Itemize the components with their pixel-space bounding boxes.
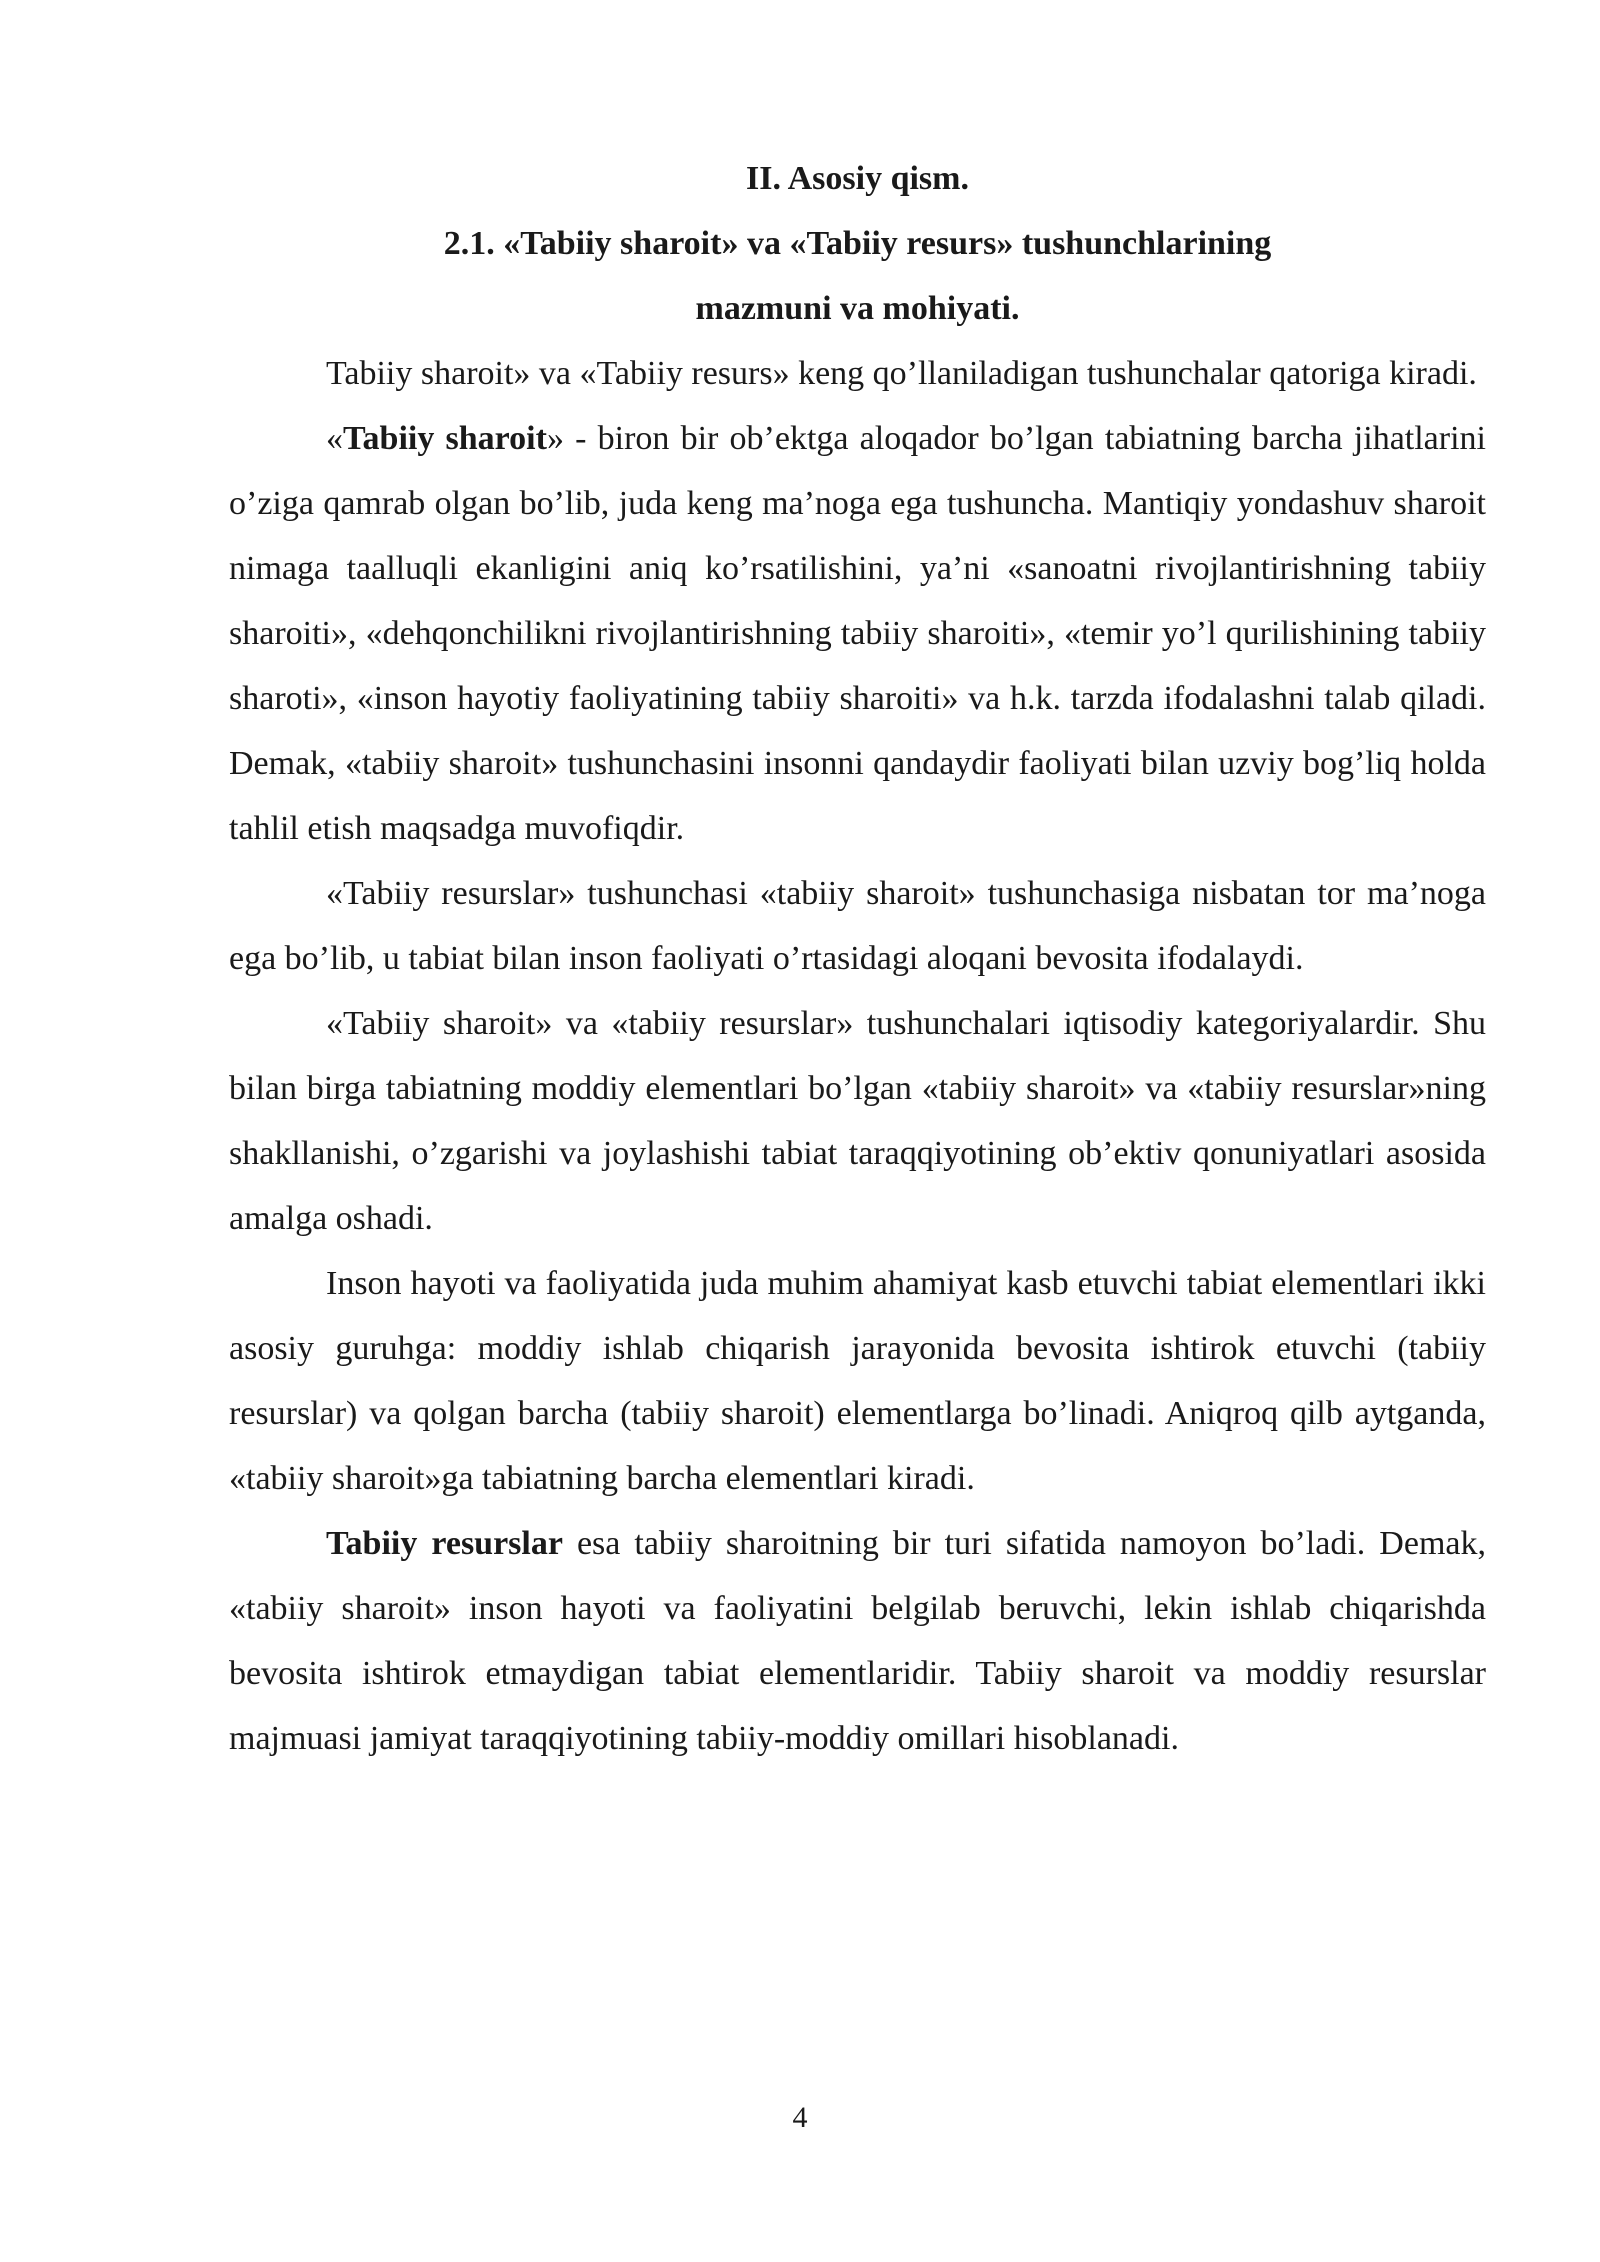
paragraph-3: «Tabiiy resurslar» tushunchasi «tabiiy sharoit» tushunchasiga nisbatan tor ma’noga ega bo’lib, u tabiat bilan inson faoliyati o’rtasidagi aloqani bevosita ifodalaydi. (229, 875, 1486, 977)
paragraph-2-lead: « (326, 420, 343, 457)
subsection-title-line-2: mazmuni va mohiyati. (695, 290, 1020, 327)
paragraph-5: Inson hayoti va faoliyatida juda muhim ahamiyat kasb etuvchi tabiat elementlari ikki asosiy guruhga: moddiy ishlab chiqarish jarayonida bevosita ishtirok etuvchi (tabiiy resurslar) va qolgan barcha (tabiiy sharoit) elementlarga bo’linadi. Aniqroq qilb aytganda, «tabiiy sharoit»ga tabiatning barcha elementlari kiradi. (229, 1265, 1486, 1497)
page-number: 4 (792, 2101, 808, 2134)
paragraph-6 (229, 1511, 1486, 1771)
paragraph-4: «Tabiiy sharoit» va «tabiiy resurslar» tushunchalari iqtisodiy kategoriyalardir. Shu bilan birga tabiatning moddiy elementlari bo’lgan «tabiiy sharoit» va «tabiiy resurslar»ning shakllanishi, o’zgarishi va joylashishi tabiat taraqqiyotining ob’ektiv qonuniyatlari asosida amalga oshadi. (229, 1005, 1486, 1237)
paragraph-6-body: esa tabiiy sharoitning bir turi sifatida namoyon bo’ladi. Demak, «tabiiy sharoit» inson hayoti va faoliyatini belgilab beruvchi, lekin ishlab chiqarishda bevosita ishtirok etmaydigan tabiat elementlaridir. Tabiiy sharoit va moddiy resurslar majmuasi jamiyat taraqqiyotining tabiiy-moddiy omillari hisoblanadi. (229, 1525, 1486, 1757)
paragraph-2 (229, 406, 1486, 861)
paragraph-2-bold-term: Tabiiy sharoit (343, 420, 547, 457)
paragraph-1: Tabiiy sharoit» va «Tabiiy resurs» keng qo’llaniladigan tushunchalar qatoriga kiradi. (326, 355, 1477, 392)
subsection-title-line-1: 2.1. «Tabiiy sharoit» va «Tabiiy resurs» tushunchlarining (443, 225, 1272, 262)
paragraph-2-body: » - biron bir ob’ektga aloqador bo’lgan tabiatning barcha jihatlarini o’ziga qamrab olgan bo’lib, juda keng ma’noga ega tushuncha. Mantiqiy yondashuv sharoit nimaga taalluqli ekanligini aniq ko’rsatilishini, ya’ni «sanoatni rivojlantirishning tabiiy sharoiti», «dehqonchilikni rivojlantirishning tabiiy sharoiti», «temir yo’l qurilishining tabiiy sharoti», «inson hayotiy faoliyatining tabiiy sharoiti» va h.k. tarzda ifodalashni talab qiladi. Demak, «tabiiy sharoit» tushunchasini insonni qandaydir faoliyati bilan uzviy bog’liq holda tahlil etish maqsadga muvofiqdir. (229, 420, 1486, 847)
paragraph-6-bold-term: Tabiiy resurslar (326, 1525, 563, 1562)
section-title: II. Asosiy qism. (746, 160, 969, 197)
document-page (229, 146, 1486, 1771)
